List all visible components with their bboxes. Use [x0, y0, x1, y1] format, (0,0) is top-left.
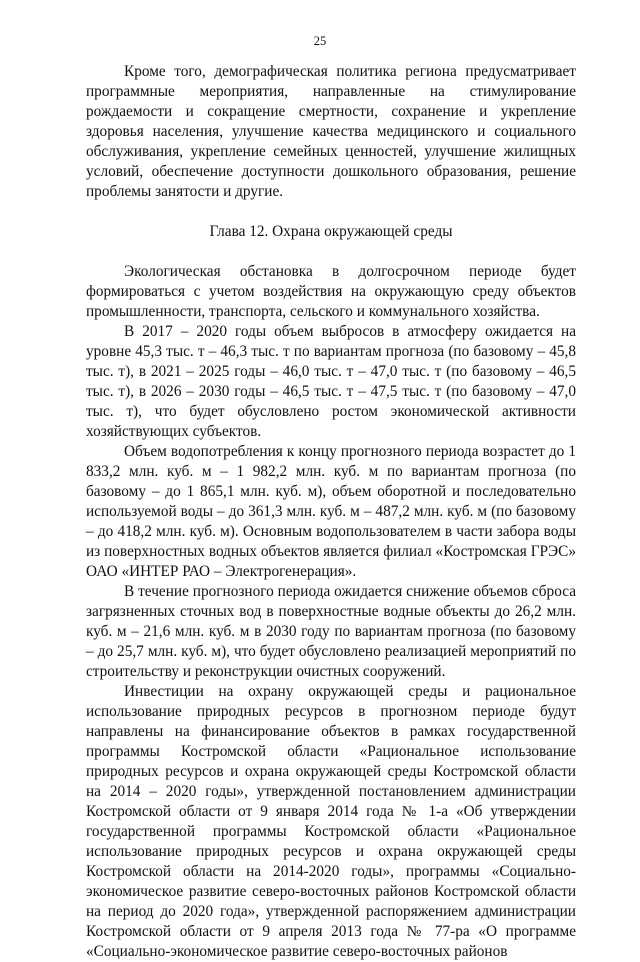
- paragraph-water-consumption: Объем водопотребления к концу прогнозного периода возрастет до 1 833,2 млн. куб. м – 1 982,2 млн. куб. м по вариантам прогноза (по базовому – до 1 865,1 млн. куб. м), объем оборотной и последовательно используемой воды – до 361,3 млн. куб. м – 487,2 млн. куб. м (по базовому – до 418,2 млн. куб. м). Основным водопользователем в части забора воды из поверхностных водных объектов является филиал «Костромская ГРЭС» ОАО «ИНТЕР РАО – Электрогенерация».: [86, 443, 576, 580]
- page-number: 25: [313, 34, 327, 48]
- paragraph-investments: Инвестиции на охрану окружающей среды и рациональное использование природных ресурсов в прогнозном периоде будут направлены на финансирование объектов в рамках государственной программы Костромской области «Рациональное использование природных ресурсов и охрана окружающей среды Костромской области на 2014 – 2020 годы», утвержденной постановлением администрации Костромской области от 9 января 2014 года № 1-а «Об утверждении государственной программы Костромской области «Рациональное использование природных ресурсов и охрана окружающей среды Костромской области на 2014-2020 годы», программы «Социально-экономическое развитие северо-восточных районов Костромской области на период до 2020 года», утвержденной распоряжением администрации Костромской области от 9 апреля 2013 года № 77-ра «О программе «Социально-экономическое развитие северо-восточных районов: [86, 683, 576, 960]
- chapter-title: Глава 12. Охрана окружающей среды: [209, 223, 453, 240]
- page-body: [86, 62, 576, 962]
- paragraph-ecology: Экологическая обстановка в долгосрочном периоде будет формироваться с учетом воздействия на окружающую среду объектов промышленности, транспорта, сельского и коммунального хозяйства.: [86, 263, 576, 320]
- paragraph-wastewater: В течение прогнозного периода ожидается снижение объемов сброса загрязненных сточных вод в поверхностные водные объекты до 26,2 млн. куб. м – 21,6 млн. куб. м в 2030 году по вариантам прогноза (по базовому – до 25,7 млн. куб. м), что будет обусловлено реализацией мероприятий по строительству и реконструкции очистных сооружений.: [86, 583, 576, 680]
- paragraph-demography: Кроме того, демографическая политика региона предусматривает программные мероприятия, направленные на стимулирование рождаемости и сокращение смертности, сохранение и укрепление здоровья населения, улучшение качества медицинского и социального обслуживания, укрепление семейных ценностей, улучшение жилищных условий, обеспечение доступности дошкольного образования, решение проблемы занятости и другие.: [86, 63, 576, 200]
- paragraph-emissions: В 2017 – 2020 годы объем выбросов в атмосферу ожидается на уровне 45,3 тыс. т – 46,3 тыс. т по вариантам прогноза (по базовому – 45,8 тыс. т), в 2021 – 2025 годы – 46,0 тыс. т – 47,0 тыс. т (по базовому – 46,5 тыс. т), в 2026 – 2030 годы – 46,5 тыс. т – 47,5 тыс. т (по базовому – 47,0 тыс. т), что будет обусловлено ростом экономической активности хозяйствующих субъектов.: [86, 323, 576, 440]
